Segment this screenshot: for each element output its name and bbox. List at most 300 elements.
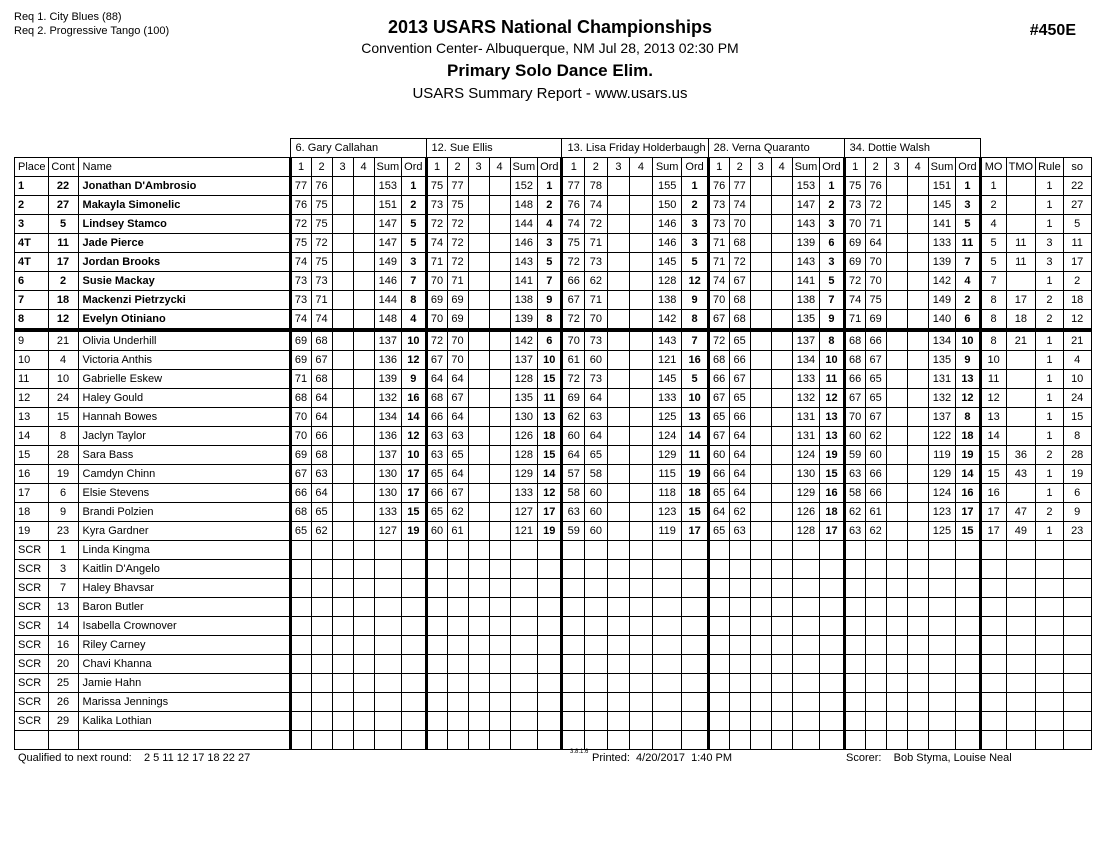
score-cell [468, 446, 489, 465]
score-cell: 73 [426, 196, 447, 215]
ord-cell: 14 [402, 408, 426, 427]
result-row [15, 177, 1092, 196]
score-cell: 75 [426, 177, 447, 196]
mo-cell: 1 [980, 177, 1006, 196]
ord-cell: 1 [956, 177, 980, 196]
ord-cell: 8 [820, 330, 844, 351]
score-cell [750, 253, 771, 272]
score-cell [290, 579, 311, 598]
score-cell [708, 579, 729, 598]
score-cell [447, 617, 468, 636]
ord-cell: 2 [820, 196, 844, 215]
score-cell [607, 291, 630, 310]
rule-cell: 1 [1036, 484, 1064, 503]
ord-cell: 9 [956, 351, 980, 370]
ord-cell [682, 541, 708, 560]
sum-cell: 142 [928, 272, 956, 291]
score-cell [332, 731, 353, 750]
place-cell: 1 [15, 177, 49, 196]
ord-cell [820, 731, 844, 750]
score-cell: 68 [290, 503, 311, 522]
score-cell [865, 731, 886, 750]
score-cell [886, 234, 907, 253]
score-cell [468, 196, 489, 215]
ord-cell [538, 579, 562, 598]
sum-cell: 134 [792, 351, 820, 370]
ord-cell: 13 [682, 408, 708, 427]
score-cell [562, 693, 585, 712]
mo-cell: 15 [980, 465, 1006, 484]
sum-cell [510, 598, 538, 617]
ord-cell: 1 [538, 177, 562, 196]
sum-cell [928, 731, 956, 750]
ord-cell [956, 617, 980, 636]
score-cell [607, 370, 630, 389]
result-row [15, 272, 1092, 291]
result-row [15, 598, 1092, 617]
ord-cell [956, 674, 980, 693]
score-cell [750, 351, 771, 370]
ord-cell: 5 [820, 272, 844, 291]
ord-cell [682, 731, 708, 750]
ord-cell [956, 560, 980, 579]
score-cell [290, 617, 311, 636]
ord-cell: 15 [402, 503, 426, 522]
so-cell: 22 [1063, 177, 1091, 196]
ord-cell: 15 [538, 370, 562, 389]
place-cell: 2 [15, 196, 49, 215]
tmo-cell [1006, 731, 1035, 750]
place-cell: 11 [15, 370, 49, 389]
score-cell [750, 370, 771, 389]
ord-cell: 10 [682, 389, 708, 408]
sum-cell [652, 674, 682, 693]
ord-cell: 7 [820, 291, 844, 310]
place-cell: SCR [15, 560, 49, 579]
score-cell [489, 712, 510, 731]
score-cell: 73 [844, 196, 865, 215]
score-cell: 72 [865, 196, 886, 215]
so-cell: 17 [1063, 253, 1091, 272]
score-cell [729, 560, 750, 579]
score-cell [907, 370, 928, 389]
score-cell [468, 408, 489, 427]
score-cell [353, 655, 374, 674]
ord-cell: 19 [820, 446, 844, 465]
score-cell [353, 351, 374, 370]
score-cell [907, 272, 928, 291]
score-cell: 70 [844, 215, 865, 234]
result-row [15, 196, 1092, 215]
score-cell: 60 [585, 484, 608, 503]
score-cell [607, 465, 630, 484]
sum-cell: 132 [374, 389, 402, 408]
score-cell [332, 234, 353, 253]
score-cell [844, 617, 865, 636]
score-cell [468, 636, 489, 655]
ord-cell: 5 [538, 253, 562, 272]
score-cell [708, 674, 729, 693]
score-cell: 74 [311, 310, 332, 331]
score-cell [886, 446, 907, 465]
sum-cell [374, 655, 402, 674]
ord-cell [538, 674, 562, 693]
cont-cell: 24 [48, 389, 78, 408]
sum-cell [792, 541, 820, 560]
sum-cell [792, 636, 820, 655]
sum-cell: 145 [652, 253, 682, 272]
score-cell [353, 196, 374, 215]
score-cell [771, 330, 792, 351]
skater-name-cell: Gabrielle Eskew [78, 370, 290, 389]
ord-cell: 4 [538, 215, 562, 234]
skater-name-cell: Linda Kingma [78, 541, 290, 560]
result-row [15, 579, 1092, 598]
score-cell: 73 [708, 196, 729, 215]
skater-name-cell: Lindsey Stamco [78, 215, 290, 234]
score-cell [886, 617, 907, 636]
cont-cell: 14 [48, 617, 78, 636]
score-cell [607, 503, 630, 522]
sum-cell: 146 [374, 272, 402, 291]
score-cell: 62 [865, 522, 886, 541]
ord-cell: 8 [402, 291, 426, 310]
rule-cell: 1 [1036, 330, 1064, 351]
place-cell: 9 [15, 330, 49, 351]
score-cell [468, 712, 489, 731]
score-cell: 66 [865, 330, 886, 351]
so-cell [1063, 579, 1091, 598]
col-header-dance-4: 4 [630, 158, 653, 177]
score-cell [630, 465, 653, 484]
score-cell [489, 427, 510, 446]
score-cell [907, 636, 928, 655]
score-cell [353, 330, 374, 351]
score-cell: 65 [708, 522, 729, 541]
score-cell [729, 655, 750, 674]
so-cell: 2 [1063, 272, 1091, 291]
score-cell [865, 693, 886, 712]
score-cell: 66 [708, 370, 729, 389]
score-cell: 72 [562, 253, 585, 272]
score-cell [886, 655, 907, 674]
score-cell [729, 674, 750, 693]
score-cell: 74 [290, 253, 311, 272]
ord-cell: 3 [682, 234, 708, 253]
score-cell [290, 655, 311, 674]
rule-cell [1036, 617, 1064, 636]
sum-cell: 149 [928, 291, 956, 310]
score-cell [907, 522, 928, 541]
score-cell [886, 541, 907, 560]
sum-cell [928, 693, 956, 712]
score-cell [562, 731, 585, 750]
sum-cell: 138 [792, 291, 820, 310]
ord-cell [402, 712, 426, 731]
score-cell [771, 272, 792, 291]
score-cell [630, 408, 653, 427]
score-cell [489, 330, 510, 351]
score-cell [907, 541, 928, 560]
cont-cell: 3 [48, 560, 78, 579]
report-name: USARS Summary Report - www.usars.us [412, 85, 688, 102]
score-cell [886, 177, 907, 196]
score-cell [750, 636, 771, 655]
cont-cell: 26 [48, 693, 78, 712]
place-cell: 3 [15, 215, 49, 234]
sum-cell: 151 [374, 196, 402, 215]
skater-name-cell: Elsie Stevens [78, 484, 290, 503]
rule-cell: 1 [1036, 522, 1064, 541]
sum-cell: 137 [374, 446, 402, 465]
col-header-dance-2: 2 [311, 158, 332, 177]
tmo-cell: 49 [1006, 522, 1035, 541]
place-cell: 4T [15, 253, 49, 272]
score-cell: 70 [290, 427, 311, 446]
place-cell: 6 [15, 272, 49, 291]
score-cell [729, 731, 750, 750]
score-cell [886, 291, 907, 310]
tmo-cell: 18 [1006, 310, 1035, 331]
sum-cell: 121 [510, 522, 538, 541]
score-cell: 65 [865, 370, 886, 389]
score-cell: 72 [311, 234, 332, 253]
score-cell [771, 712, 792, 731]
scorer-names: Scorer: Bob Styma, Louise Neal [846, 752, 1012, 764]
score-cell [607, 522, 630, 541]
score-cell [844, 598, 865, 617]
judge-name-header: 6. Gary Callahan [290, 139, 426, 158]
score-cell: 64 [585, 389, 608, 408]
score-cell: 73 [290, 291, 311, 310]
score-cell [489, 215, 510, 234]
score-cell: 65 [708, 408, 729, 427]
rule-cell: 1 [1036, 196, 1064, 215]
sum-cell [510, 693, 538, 712]
score-cell [844, 693, 865, 712]
sum-cell [928, 636, 956, 655]
mo-cell: 13 [980, 408, 1006, 427]
skater-name-cell: Haley Gould [78, 389, 290, 408]
rule-cell: 1 [1036, 272, 1064, 291]
score-cell [607, 579, 630, 598]
sum-cell: 133 [928, 234, 956, 253]
sum-cell: 147 [374, 234, 402, 253]
score-cell [332, 560, 353, 579]
score-cell [729, 712, 750, 731]
sum-cell [792, 674, 820, 693]
score-cell [353, 177, 374, 196]
ord-cell: 7 [682, 330, 708, 351]
place-cell: 18 [15, 503, 49, 522]
score-cell [585, 712, 608, 731]
sum-cell: 128 [510, 446, 538, 465]
score-cell: 62 [447, 503, 468, 522]
col-header-dance-2: 2 [447, 158, 468, 177]
score-cell [708, 636, 729, 655]
header-spacer-left [15, 139, 291, 158]
score-cell: 67 [708, 310, 729, 331]
score-cell [353, 712, 374, 731]
skater-name-cell: Baron Butler [78, 598, 290, 617]
score-cell [708, 712, 729, 731]
score-cell [886, 598, 907, 617]
score-cell: 70 [426, 272, 447, 291]
tmo-cell: 43 [1006, 465, 1035, 484]
sum-cell: 115 [652, 465, 682, 484]
col-header-place: Place [15, 158, 49, 177]
col-header-sum: Sum [374, 158, 402, 177]
score-cell [426, 655, 447, 674]
score-cell [771, 427, 792, 446]
result-row [15, 465, 1092, 484]
rule-cell: 3 [1036, 253, 1064, 272]
score-cell [353, 253, 374, 272]
score-cell [489, 196, 510, 215]
place-cell: SCR [15, 674, 49, 693]
score-cell [750, 465, 771, 484]
score-cell [907, 731, 928, 750]
rule-cell [1036, 560, 1064, 579]
sum-cell: 139 [510, 310, 538, 331]
score-cell: 60 [562, 427, 585, 446]
score-cell [489, 731, 510, 750]
score-cell [447, 598, 468, 617]
score-cell [468, 427, 489, 446]
score-cell [311, 693, 332, 712]
cont-cell: 28 [48, 446, 78, 465]
score-cell [607, 234, 630, 253]
ord-cell: 8 [956, 408, 980, 427]
ord-cell [956, 541, 980, 560]
score-cell [907, 503, 928, 522]
score-cell: 66 [708, 465, 729, 484]
results-table [14, 138, 1092, 750]
score-cell [332, 446, 353, 465]
score-cell [311, 731, 332, 750]
score-cell [607, 731, 630, 750]
result-row [15, 522, 1092, 541]
ord-cell [402, 560, 426, 579]
skater-name-cell: Mackenzi Pietrzycki [78, 291, 290, 310]
score-cell [353, 731, 374, 750]
sum-cell [510, 617, 538, 636]
score-cell [489, 655, 510, 674]
event-name: Primary Solo Dance Elim. [447, 61, 653, 80]
score-cell [426, 598, 447, 617]
score-cell: 74 [290, 310, 311, 331]
score-cell [468, 579, 489, 598]
score-cell: 67 [729, 272, 750, 291]
ord-cell: 10 [956, 330, 980, 351]
score-cell: 63 [311, 465, 332, 484]
ord-cell [682, 579, 708, 598]
score-cell [729, 636, 750, 655]
score-cell: 76 [865, 177, 886, 196]
ord-cell: 19 [682, 465, 708, 484]
score-cell [468, 465, 489, 484]
ord-cell: 15 [956, 522, 980, 541]
score-cell: 66 [311, 427, 332, 446]
score-cell [489, 484, 510, 503]
col-header-sum: Sum [652, 158, 682, 177]
score-cell: 68 [729, 310, 750, 331]
score-cell [750, 177, 771, 196]
score-cell [447, 674, 468, 693]
ord-cell [820, 674, 844, 693]
score-cell [886, 196, 907, 215]
score-cell: 72 [562, 370, 585, 389]
score-cell [353, 272, 374, 291]
sum-cell: 148 [374, 310, 402, 331]
score-cell: 67 [562, 291, 585, 310]
score-cell [630, 522, 653, 541]
ord-cell: 14 [538, 465, 562, 484]
ord-cell [682, 636, 708, 655]
venue-date-line: Convention Center- Albuquerque, NM Jul 28, 2013 02:30 PM [361, 40, 739, 56]
score-cell: 70 [844, 408, 865, 427]
sum-cell: 140 [928, 310, 956, 331]
score-cell [290, 693, 311, 712]
score-cell [468, 370, 489, 389]
score-cell [771, 541, 792, 560]
score-cell [353, 579, 374, 598]
skater-name-cell: Isabella Crownover [78, 617, 290, 636]
so-cell: 24 [1063, 389, 1091, 408]
result-row [15, 291, 1092, 310]
place-cell: 19 [15, 522, 49, 541]
place-cell [15, 731, 49, 750]
score-cell: 59 [844, 446, 865, 465]
sum-cell [374, 560, 402, 579]
score-cell [607, 389, 630, 408]
cont-cell: 25 [48, 674, 78, 693]
score-cell [865, 541, 886, 560]
cont-cell: 20 [48, 655, 78, 674]
rule-cell [1036, 693, 1064, 712]
sum-cell [374, 579, 402, 598]
score-cell [489, 617, 510, 636]
score-cell [771, 291, 792, 310]
sum-cell: 136 [374, 351, 402, 370]
score-cell [907, 560, 928, 579]
score-cell [771, 389, 792, 408]
mo-cell: 8 [980, 330, 1006, 351]
score-cell [489, 560, 510, 579]
col-header-ord: Ord [820, 158, 844, 177]
sum-cell: 121 [652, 351, 682, 370]
score-cell [585, 560, 608, 579]
mo-cell: 14 [980, 427, 1006, 446]
sum-cell [510, 541, 538, 560]
sum-cell: 132 [792, 389, 820, 408]
score-cell [332, 655, 353, 674]
score-cell [771, 731, 792, 750]
col-header-dance-4: 4 [353, 158, 374, 177]
result-row [15, 370, 1092, 389]
score-cell [332, 617, 353, 636]
ord-cell: 11 [820, 370, 844, 389]
score-cell [585, 636, 608, 655]
score-cell [630, 253, 653, 272]
score-cell [630, 330, 653, 351]
sum-cell [792, 579, 820, 598]
score-cell: 63 [729, 522, 750, 541]
score-cell [708, 560, 729, 579]
score-cell: 75 [447, 196, 468, 215]
ord-cell: 1 [820, 177, 844, 196]
rule-cell: 1 [1036, 215, 1064, 234]
